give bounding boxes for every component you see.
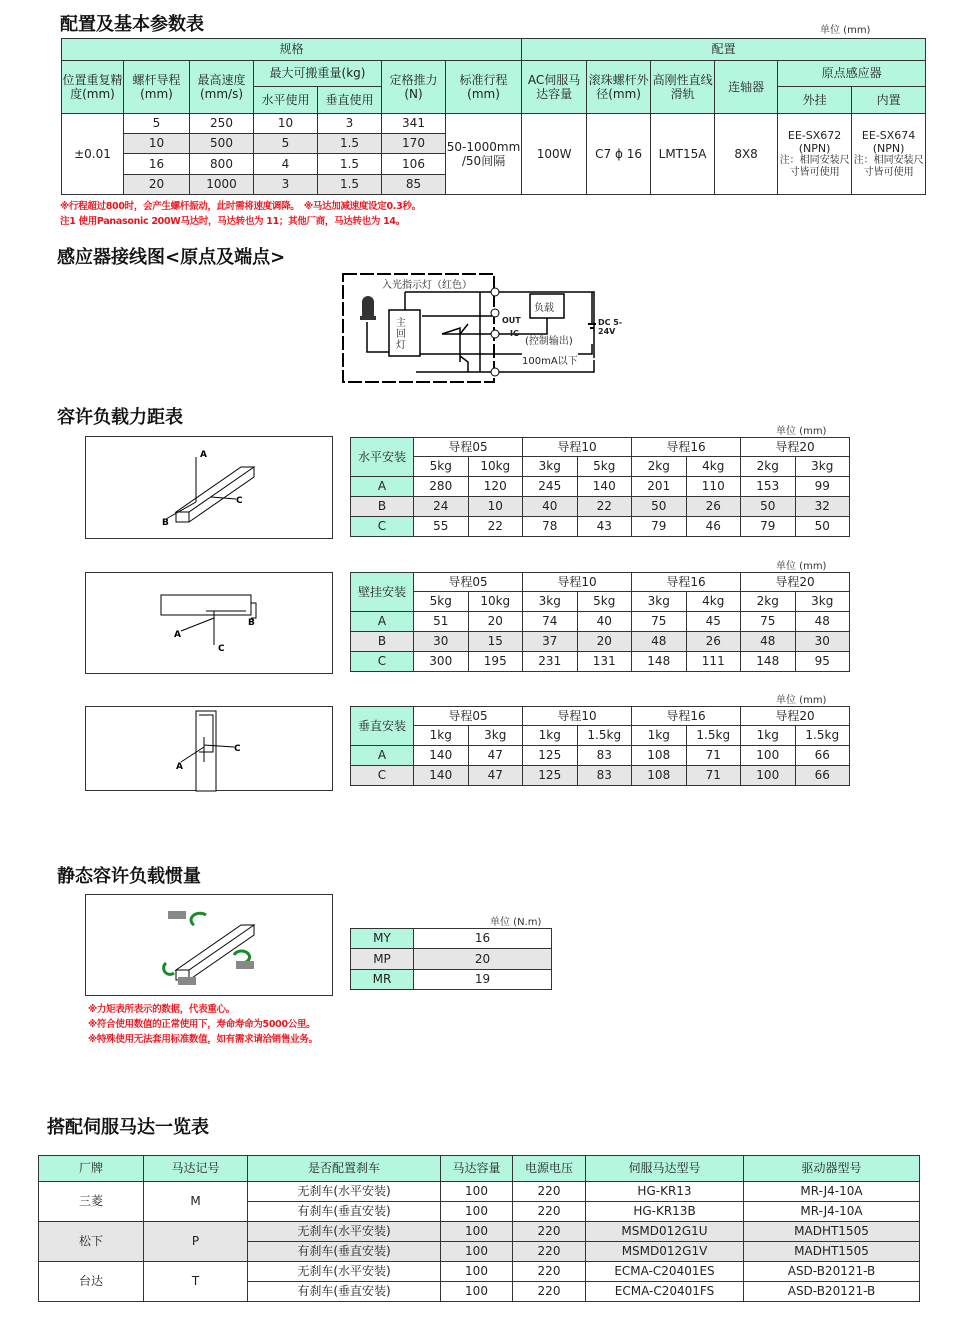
cell: 800 — [190, 154, 254, 175]
svg-text:B: B — [162, 518, 169, 528]
sensor-note: 注：相同安装尺寸皆可使用 — [853, 155, 924, 179]
load-header: 1kg — [632, 726, 687, 746]
svg-text:A: A — [176, 762, 183, 772]
sensor-int — [852, 114, 926, 195]
motor-cell: 有刹车(垂直安装) — [248, 1282, 441, 1302]
table-row — [351, 573, 850, 592]
cell: 500 — [190, 134, 254, 154]
moment-value: 79 — [741, 517, 796, 537]
moment-value: 231 — [523, 652, 578, 672]
motor-cell: 无刹车(水平安装) — [248, 1182, 441, 1202]
moment-table — [350, 706, 850, 786]
load-header: 5kg — [577, 592, 632, 612]
motor-table — [38, 1155, 920, 1302]
h-speed: 最高速度(mm/s) — [190, 61, 254, 114]
motor-cell: 100 — [441, 1262, 513, 1282]
inertia-value: 20 — [414, 949, 552, 970]
brand: 松下 — [39, 1222, 144, 1262]
h-vert: 垂直使用 — [318, 87, 382, 114]
load-header: 4kg — [686, 457, 741, 477]
cell: 341 — [382, 114, 446, 134]
load-header: 1.5kg — [577, 726, 632, 746]
moment-table — [350, 572, 850, 672]
motor-cell: MSMD012G1V — [586, 1242, 744, 1262]
moment-value: 43 — [577, 517, 632, 537]
table-row — [351, 497, 850, 517]
moment-value: 10 — [468, 497, 523, 517]
motor-cell: MR-J4-10A — [744, 1202, 920, 1222]
moment-value: 48 — [795, 612, 850, 632]
column-header: 伺服马达型号 — [586, 1156, 744, 1182]
h-horiz: 水平使用 — [254, 87, 318, 114]
wall-mount-illustration — [85, 572, 333, 674]
motor-cell: ASD-B20121-B — [744, 1262, 920, 1282]
table-row — [351, 652, 850, 672]
moment-value: 40 — [523, 497, 578, 517]
inertia-label: MR — [351, 970, 414, 990]
moment-value: 40 — [577, 612, 632, 632]
table-row — [39, 1182, 920, 1202]
motor-cell: 无刹车(水平安装) — [248, 1222, 441, 1242]
main-circuit-label: 主回灯 — [396, 318, 410, 351]
moment-value: 78 — [523, 517, 578, 537]
cell: 16 — [124, 154, 190, 175]
moment-axis: A — [351, 477, 414, 497]
cell: 5 — [124, 114, 190, 134]
table-row — [351, 438, 850, 457]
motor-cell: MADHT1505 — [744, 1222, 920, 1242]
load-header: 10kg — [468, 457, 523, 477]
load-header: 4kg — [686, 592, 741, 612]
moment-value: 50 — [741, 497, 796, 517]
moment-value: 148 — [632, 652, 687, 672]
cell: 3 — [254, 175, 318, 195]
load-header: 1kg — [523, 726, 578, 746]
moment-value: 22 — [577, 497, 632, 517]
moment-value: 15 — [468, 632, 523, 652]
dc-label: DC 5-24V — [598, 318, 623, 336]
lead-header: 导程05 — [414, 573, 523, 592]
h-ext: 外挂 — [778, 87, 852, 114]
motor-cell: HG-KR13 — [586, 1182, 744, 1202]
load-header: 1.5kg — [795, 726, 850, 746]
moment-value: 99 — [795, 477, 850, 497]
lead-header: 导程20 — [741, 573, 850, 592]
stroke: 50-1000mm /50间隔 — [446, 114, 522, 195]
load-header: 3kg — [632, 592, 687, 612]
load-header: 5kg — [577, 457, 632, 477]
moment-value: 110 — [686, 477, 741, 497]
inertia-value: 19 — [414, 970, 552, 990]
motor-cell: ECMA-C20401FS — [586, 1282, 744, 1302]
spec-unit: 单位 (mm) — [820, 25, 871, 36]
cell: 1.5 — [318, 175, 382, 195]
load-header: 3kg — [523, 457, 578, 477]
moment-unit: 单位 (mm) — [776, 561, 827, 572]
motor-cell: ASD-B20121-B — [744, 1282, 920, 1302]
cell: 85 — [382, 175, 446, 195]
lead-header: 导程05 — [414, 438, 523, 457]
cell: 4 — [254, 154, 318, 175]
motor-cell: 220 — [513, 1182, 586, 1202]
moment-value: 55 — [414, 517, 469, 537]
moment-value: 100 — [741, 746, 796, 766]
moment-value: 48 — [741, 632, 796, 652]
h-motor: AC伺服马达容量 — [522, 61, 587, 114]
moment-value: 71 — [686, 746, 741, 766]
brand: 台达 — [39, 1262, 144, 1302]
moment-value: 100 — [741, 766, 796, 786]
moment-value: 45 — [686, 612, 741, 632]
svg-text:C: C — [236, 496, 243, 506]
spec-title: 配置及基本参数表 — [60, 14, 204, 35]
moment-value: 51 — [414, 612, 469, 632]
motor-cell: 220 — [513, 1222, 586, 1242]
coupling: 8X8 — [715, 114, 778, 195]
moment-value: 83 — [577, 766, 632, 786]
spec-table — [61, 38, 926, 195]
moment-value: 75 — [741, 612, 796, 632]
moment-value: 20 — [577, 632, 632, 652]
moment-value: 26 — [686, 497, 741, 517]
load-header: 1.5kg — [686, 726, 741, 746]
moment-value: 32 — [795, 497, 850, 517]
lead-header: 导程16 — [632, 573, 741, 592]
motor-cell: 100 — [441, 1242, 513, 1262]
moment-axis: A — [351, 746, 414, 766]
cell: 5 — [254, 134, 318, 154]
table-row — [351, 707, 850, 726]
moment-value: 195 — [468, 652, 523, 672]
column-header: 厂牌 — [39, 1156, 144, 1182]
h-sensor: 原点感应器 — [778, 61, 926, 87]
moment-unit: 单位 (mm) — [776, 426, 827, 437]
cell: 3 — [318, 114, 382, 134]
table-row — [351, 766, 850, 786]
lead-header: 导程05 — [414, 707, 523, 726]
slide-inertia-icon — [86, 895, 334, 997]
moment-value: 50 — [795, 517, 850, 537]
cell: 10 — [124, 134, 190, 154]
motor-cell: MSMD012G1U — [586, 1222, 744, 1242]
moment-axis: C — [351, 652, 414, 672]
table-row — [351, 457, 850, 477]
moment-value: 30 — [795, 632, 850, 652]
inertia-note: ※符合使用数值的正常使用下，寿命寿命为5000公里。 — [88, 1019, 316, 1030]
moment-value: 20 — [468, 612, 523, 632]
rail: LMT15A — [651, 114, 715, 195]
table-row — [351, 726, 850, 746]
h-screw: 滚珠螺杆外径(mm) — [587, 61, 651, 114]
moment-axis: C — [351, 517, 414, 537]
moment-value: 245 — [523, 477, 578, 497]
moment-value: 22 — [468, 517, 523, 537]
h-rail: 高刚性直线滑轨 — [651, 61, 715, 114]
slide-wall-icon — [86, 573, 334, 675]
motor-cell: 100 — [441, 1202, 513, 1222]
inertia-value: 16 — [414, 929, 552, 949]
motor-cell: HG-KR13B — [586, 1202, 744, 1222]
motor-cell: MR-J4-10A — [744, 1182, 920, 1202]
moment-value: 140 — [414, 746, 469, 766]
moment-value: 131 — [577, 652, 632, 672]
moment-value: 153 — [741, 477, 796, 497]
load-header: 5kg — [414, 457, 469, 477]
h-int: 内置 — [852, 87, 926, 114]
column-header: 是否配置刹车 — [248, 1156, 441, 1182]
inertia-table — [350, 928, 552, 990]
h-coupling: 连轴器 — [715, 61, 778, 114]
lead-header: 导程20 — [741, 438, 850, 457]
cell: 250 — [190, 114, 254, 134]
svg-text:C: C — [234, 744, 241, 754]
cell: 1.5 — [318, 134, 382, 154]
cell: 170 — [382, 134, 446, 154]
inertia-note: ※力矩表所表示的数据，代表重心。 — [88, 1004, 235, 1015]
inertia-label: MY — [351, 929, 414, 949]
moment-value: 24 — [414, 497, 469, 517]
screw: C7 ɸ 16 — [587, 114, 651, 195]
sensor-ext-model: EE-SX672 (NPN) — [787, 128, 842, 155]
h-payload: 最大可搬重量(kg) — [254, 61, 382, 87]
moment-value: 300 — [414, 652, 469, 672]
moment-value: 95 — [795, 652, 850, 672]
motor-cell: 100 — [441, 1282, 513, 1302]
moment-value: 48 — [632, 632, 687, 652]
moment-value: 140 — [414, 766, 469, 786]
lead-header: 导程10 — [523, 573, 632, 592]
motor-cell: 100 — [441, 1222, 513, 1242]
control-output-label: (控制输出) — [525, 336, 573, 347]
out-label: OUT — [502, 316, 521, 325]
moment-value: 46 — [686, 517, 741, 537]
moment-value: 30 — [414, 632, 469, 652]
column-header: 电源电压 — [513, 1156, 586, 1182]
moment-value: 280 — [414, 477, 469, 497]
table-row — [351, 746, 850, 766]
moment-value: 148 — [741, 652, 796, 672]
svg-text:B: B — [248, 618, 255, 628]
moment-value: 37 — [523, 632, 578, 652]
load-header: 3kg — [795, 457, 850, 477]
motor-cell: 100 — [441, 1182, 513, 1202]
cell: 106 — [382, 154, 446, 175]
moment-value: 83 — [577, 746, 632, 766]
motor-cell: 有刹车(垂直安装) — [248, 1242, 441, 1262]
sensor-ext — [778, 114, 852, 195]
wiring-title: 感应器接线图<原点及端点> — [57, 247, 286, 268]
motor-cell: 220 — [513, 1282, 586, 1302]
moment-value: 201 — [632, 477, 687, 497]
inertia-note: ※特殊使用无法套用标准数值，如有需求请洽销售业务。 — [88, 1034, 318, 1045]
table-row — [351, 517, 850, 537]
load-header: 2kg — [632, 457, 687, 477]
slide-vertical-icon — [86, 707, 334, 792]
lead-header: 导程16 — [632, 707, 741, 726]
table-row — [351, 592, 850, 612]
moment-value: 75 — [632, 612, 687, 632]
column-header: 驱动器型号 — [744, 1156, 920, 1182]
cell: 1000 — [190, 175, 254, 195]
load-header: 5kg — [414, 592, 469, 612]
group-spec: 规格 — [62, 39, 522, 61]
load-label: 负载 — [534, 303, 554, 314]
table-row — [39, 1262, 920, 1282]
moment-value: 26 — [686, 632, 741, 652]
h-stroke: 标准行程(mm) — [446, 61, 522, 114]
h-accuracy: 位置重复精度(mm) — [62, 61, 124, 114]
moment-value: 108 — [632, 746, 687, 766]
moment-value: 50 — [632, 497, 687, 517]
motor: 100W — [522, 114, 587, 195]
table-row — [39, 1156, 920, 1182]
lead-header: 导程20 — [741, 707, 850, 726]
inertia-title: 静态容许负载惯量 — [57, 866, 201, 887]
brand: 三菱 — [39, 1182, 144, 1222]
inertia-illustration — [85, 894, 333, 996]
cell: 1.5 — [318, 154, 382, 175]
motor-code: M — [144, 1182, 248, 1222]
moment-value: 111 — [686, 652, 741, 672]
table-row — [351, 632, 850, 652]
motor-cell: 无刹车(水平安装) — [248, 1262, 441, 1282]
motor-cell: 220 — [513, 1262, 586, 1282]
accuracy: ±0.01 — [62, 114, 124, 195]
column-header: 马达容量 — [441, 1156, 513, 1182]
spec-note: ※行程超过800时，会产生螺杆振动，此时需将速度调降。 ※马达加减速度设定0.3秒。 — [60, 201, 421, 212]
moment-value: 125 — [523, 746, 578, 766]
spec-note: 注1 使用Panasonic 200W马达时，马达转也为 11；其他厂商，马达转也为 14。 — [60, 216, 405, 227]
h-thrust: 定格推力(N) — [382, 61, 446, 114]
inertia-label: MP — [351, 949, 414, 970]
load-header: 1kg — [414, 726, 469, 746]
table-row — [351, 477, 850, 497]
moment-value: 125 — [523, 766, 578, 786]
moment-value: 47 — [468, 766, 523, 786]
motor-cell: MADHT1505 — [744, 1242, 920, 1262]
horizontal-mount-illustration — [85, 436, 333, 539]
load-header: 2kg — [741, 457, 796, 477]
moment-value: 108 — [632, 766, 687, 786]
column-header: 马达记号 — [144, 1156, 248, 1182]
moment-value: 71 — [686, 766, 741, 786]
load-header: 3kg — [523, 592, 578, 612]
group-config: 配置 — [522, 39, 926, 61]
h-lead: 螺杆导程(mm) — [124, 61, 190, 114]
motor-cell: ECMA-C20401ES — [586, 1262, 744, 1282]
mount-type: 壁挂安装 — [351, 573, 414, 612]
sensor-int-model: EE-SX674 (NPN) — [861, 128, 916, 155]
motor-cell: 有刹车(垂直安装) — [248, 1202, 441, 1222]
ic-label: IC — [510, 329, 519, 338]
svg-text:A: A — [174, 630, 181, 640]
svg-text:A: A — [200, 450, 207, 460]
moment-title: 容许负载力距表 — [57, 407, 183, 428]
motor-cell: 220 — [513, 1242, 586, 1262]
cell: 10 — [254, 114, 318, 134]
table-row — [39, 1222, 920, 1242]
moment-value: 66 — [795, 766, 850, 786]
indicator-label: 入光指示灯（红色） — [382, 276, 472, 291]
moment-value: 120 — [468, 477, 523, 497]
svg-text:C: C — [218, 644, 225, 654]
load-header: 2kg — [741, 592, 796, 612]
moment-unit: 单位 (mm) — [776, 695, 827, 706]
moment-axis: A — [351, 612, 414, 632]
vertical-mount-illustration — [85, 706, 333, 791]
moment-value: 47 — [468, 746, 523, 766]
current-label: 100mA以下 — [522, 352, 578, 367]
lead-header: 导程10 — [523, 438, 632, 457]
motors-title: 搭配伺服马达一览表 — [47, 1117, 209, 1138]
lead-header: 导程16 — [632, 438, 741, 457]
slide-horizontal-icon — [86, 437, 334, 540]
moment-value: 74 — [523, 612, 578, 632]
mount-type: 水平安装 — [351, 438, 414, 477]
moment-axis: C — [351, 766, 414, 786]
moment-value: 79 — [632, 517, 687, 537]
mount-type: 垂直安装 — [351, 707, 414, 746]
table-row — [351, 612, 850, 632]
moment-axis: B — [351, 497, 414, 517]
load-header: 10kg — [468, 592, 523, 612]
motor-code: T — [144, 1262, 248, 1302]
load-header: 3kg — [468, 726, 523, 746]
inertia-unit: 单位 (N.m) — [490, 917, 542, 928]
load-header: 1kg — [741, 726, 796, 746]
motor-cell: 220 — [513, 1202, 586, 1222]
load-header: 3kg — [795, 592, 850, 612]
wiring-diagram — [342, 272, 632, 384]
motor-code: P — [144, 1222, 248, 1262]
lead-header: 导程10 — [523, 707, 632, 726]
moment-axis: B — [351, 632, 414, 652]
sensor-note: 注：相同安装尺寸皆可使用 — [779, 155, 850, 179]
moment-value: 140 — [577, 477, 632, 497]
cell: 20 — [124, 175, 190, 195]
moment-table — [350, 437, 850, 537]
moment-value: 66 — [795, 746, 850, 766]
